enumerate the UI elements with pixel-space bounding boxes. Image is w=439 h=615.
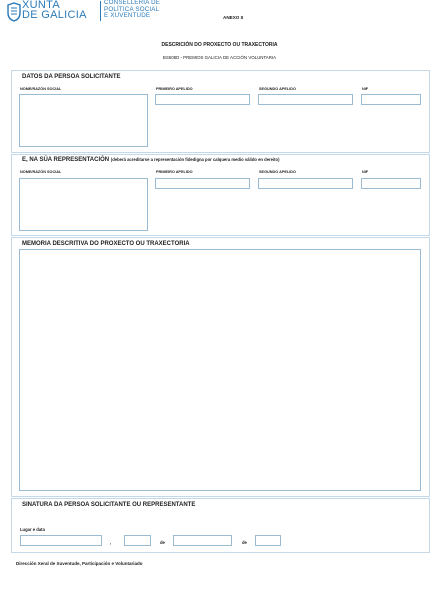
- applicant-nif-label: NIF: [362, 87, 369, 91]
- logo-text-xunta: XUNTA: [22, 0, 60, 11]
- applicant-first-surname-label: PRIMEIRO APELIDO: [156, 87, 193, 91]
- xunta-logo-icon: [6, 2, 22, 22]
- applicant-second-surname-field[interactable]: [258, 94, 353, 105]
- department-line: E XUVENTUDE: [104, 12, 151, 20]
- department-line: CONSELLERÍA DE: [104, 0, 161, 6]
- document-title: DESCRICIÓN DO PROXECTO OU TRAXECTORIA: [161, 42, 278, 48]
- logo-text-galicia: DE GALICIA: [22, 9, 87, 21]
- memory-textarea[interactable]: [19, 249, 421, 491]
- representative-section-title: [22, 157, 280, 163]
- applicant-second-surname-label: SEGUNDO APELIDO: [259, 87, 296, 91]
- representative-note: (deberá acreditarse a representación fidedigna por calquera medio válido en dereito): [110, 157, 280, 162]
- representative-title-text: E, NA SÚA REPRESENTACIÓN: [22, 157, 110, 163]
- representative-second-surname-field[interactable]: [258, 178, 353, 189]
- footer-text: Dirección Xeral de Xuventude, Participación e Voluntariado: [16, 561, 143, 566]
- applicant-nif-field[interactable]: [361, 94, 421, 105]
- representative-name-field[interactable]: [19, 178, 148, 231]
- document-subtitle: BS508D - PREMIOS GALICIA DE ACCIÓN VOLUNTARIA: [162, 55, 277, 60]
- logo-divider: [100, 1, 101, 21]
- annex-label: ANEXO II: [223, 15, 244, 20]
- representative-name-label: NOME/RAZÓN SOCIAL: [20, 170, 62, 174]
- applicant-name-label: NOME/RAZÓN SOCIAL: [20, 87, 62, 91]
- comma-separator: ,: [110, 540, 112, 545]
- memory-section-title: MEMORIA DESCRITIVA DO PROXECTO OU TRAXECTORIA: [22, 241, 190, 247]
- de-separator-2: de: [242, 540, 247, 545]
- place-date-label: Lugar e data: [20, 527, 45, 532]
- month-field[interactable]: [173, 535, 232, 546]
- year-field[interactable]: [255, 535, 281, 546]
- signature-section-title: SINATURA DA PERSOA SOLICITANTE OU REPRESENTANTE: [22, 502, 196, 508]
- day-field[interactable]: [124, 535, 151, 546]
- representative-nif-label: NIF: [362, 170, 369, 174]
- representative-second-surname-label: SEGUNDO APELIDO: [259, 170, 296, 174]
- representative-nif-field[interactable]: [361, 178, 421, 189]
- applicant-name-field[interactable]: [19, 94, 148, 147]
- department-line: POLÍTICA SOCIAL: [104, 5, 160, 13]
- place-field[interactable]: [20, 535, 102, 546]
- representative-first-surname-label: PRIMEIRO APELIDO: [156, 170, 193, 174]
- department-name: [104, 0, 160, 20]
- representative-first-surname-field[interactable]: [155, 178, 250, 189]
- applicant-first-surname-field[interactable]: [155, 94, 250, 105]
- applicant-section-title: DATOS DA PERSOA SOLICITANTE: [22, 74, 121, 80]
- de-separator-1: de: [160, 540, 165, 545]
